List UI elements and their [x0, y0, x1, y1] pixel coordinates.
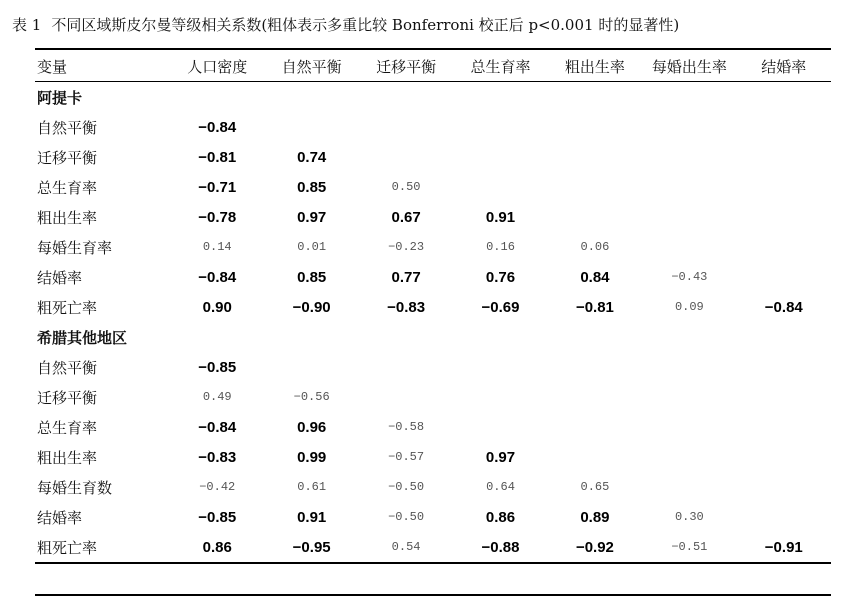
- correlation-cell: 0.65: [580, 480, 610, 494]
- column-header: 人口密度: [187, 57, 248, 76]
- correlation-cell: 0.30: [674, 510, 704, 524]
- row-label: 结婚率: [37, 268, 83, 287]
- table-body: [35, 82, 831, 562]
- significant-correlation-cell: −0.81: [575, 298, 614, 316]
- empty-cell: [737, 472, 831, 502]
- empty-cell: [642, 352, 736, 382]
- significant-correlation-cell: 0.85: [297, 268, 327, 286]
- correlation-cell: −0.58: [388, 420, 425, 434]
- significant-correlation-cell: 0.86: [202, 538, 232, 556]
- table-row: [35, 172, 831, 202]
- bottom-rule: [35, 562, 831, 564]
- empty-cell: [642, 442, 736, 472]
- empty-cell: [453, 412, 547, 442]
- empty-cell: [548, 142, 642, 172]
- correlation-cell: 0.09: [674, 300, 704, 314]
- empty-cell: [548, 382, 642, 412]
- correlation-cell: −0.50: [388, 510, 425, 524]
- table-row: [35, 202, 831, 232]
- correlation-cell: 0.06: [580, 240, 610, 254]
- empty-cell: [264, 112, 358, 142]
- significant-correlation-cell: 0.86: [485, 508, 516, 526]
- empty-cell: [453, 112, 547, 142]
- significant-correlation-cell: 0.76: [485, 268, 516, 286]
- empty-cell: [359, 112, 453, 142]
- empty-cell: [737, 142, 831, 172]
- significant-correlation-cell: −0.78: [198, 208, 237, 226]
- significant-correlation-cell: 0.99: [297, 448, 327, 466]
- significant-correlation-cell: −0.90: [292, 298, 331, 316]
- row-label: 结婚率: [37, 508, 83, 527]
- group-row: [35, 322, 831, 352]
- column-header: 自然平衡: [281, 57, 342, 76]
- table-row: [35, 382, 831, 412]
- empty-cell: [737, 382, 831, 412]
- table-number: 表 1: [12, 16, 42, 34]
- footer-rule: [35, 594, 831, 596]
- empty-cell: [737, 442, 831, 472]
- column-header: 总生育率: [470, 57, 531, 76]
- correlation-cell: −0.57: [388, 450, 425, 464]
- significant-correlation-cell: −0.71: [198, 178, 237, 196]
- row-label: 每婚生育率: [37, 238, 113, 257]
- row-label: 粗出生率: [37, 208, 98, 227]
- empty-cell: [453, 142, 547, 172]
- column-header: 粗出生率: [564, 57, 625, 76]
- table-row: [35, 142, 831, 172]
- empty-cell: [642, 382, 736, 412]
- significant-correlation-cell: 0.96: [297, 418, 327, 436]
- empty-cell: [737, 262, 831, 292]
- correlation-cell: −0.23: [388, 240, 425, 254]
- correlation-cell: −0.42: [199, 480, 236, 494]
- correlation-table: [35, 50, 831, 562]
- empty-cell: [548, 202, 642, 232]
- significant-correlation-cell: −0.81: [198, 148, 237, 166]
- correlation-cell: 0.16: [486, 240, 515, 254]
- significant-correlation-cell: 0.91: [297, 508, 327, 526]
- empty-cell: [453, 382, 547, 412]
- significant-correlation-cell: −0.84: [764, 298, 803, 316]
- significant-correlation-cell: 0.67: [391, 208, 421, 226]
- column-header: 变量: [37, 57, 68, 76]
- empty-cell: [548, 412, 642, 442]
- row-label: 自然平衡: [37, 358, 98, 377]
- row-label: 粗出生率: [37, 448, 98, 467]
- empty-cell: [737, 202, 831, 232]
- correlation-cell: 0.61: [297, 480, 327, 494]
- table-row: [35, 112, 831, 142]
- empty-cell: [359, 382, 453, 412]
- column-header: 每婚出生率: [651, 57, 727, 76]
- empty-cell: [359, 142, 453, 172]
- empty-cell: [548, 352, 642, 382]
- empty-cell: [642, 142, 736, 172]
- significant-correlation-cell: −0.83: [198, 448, 237, 466]
- empty-cell: [548, 112, 642, 142]
- row-label: 迁移平衡: [37, 388, 98, 407]
- correlation-cell: 0.14: [202, 240, 232, 254]
- empty-cell: [548, 442, 642, 472]
- table-row: [35, 232, 831, 262]
- empty-cell: [642, 112, 736, 142]
- correlation-cell: 0.50: [391, 180, 421, 194]
- significant-correlation-cell: 0.74: [297, 148, 327, 166]
- significant-correlation-cell: 0.84: [580, 268, 610, 286]
- empty-cell: [264, 352, 358, 382]
- significant-correlation-cell: 0.77: [391, 268, 421, 286]
- row-label: 粗死亡率: [37, 298, 98, 317]
- significant-correlation-cell: −0.84: [198, 418, 237, 436]
- empty-cell: [453, 172, 547, 202]
- significant-correlation-cell: −0.83: [387, 298, 426, 316]
- significant-correlation-cell: 0.97: [297, 208, 327, 226]
- group-label: 希腊其他地区: [37, 328, 128, 347]
- table-row: [35, 502, 831, 532]
- empty-cell: [642, 172, 736, 202]
- empty-cell: [737, 412, 831, 442]
- empty-cell: [453, 352, 547, 382]
- table-row: [35, 292, 831, 322]
- empty-cell: [737, 172, 831, 202]
- significant-correlation-cell: 0.90: [202, 298, 232, 316]
- correlation-cell: −0.43: [671, 270, 708, 284]
- correlation-cell: −0.50: [388, 480, 425, 494]
- row-label: 粗死亡率: [37, 538, 98, 557]
- header-row: [35, 50, 831, 82]
- empty-cell: [642, 472, 736, 502]
- table-row: [35, 262, 831, 292]
- correlation-cell: 0.01: [297, 240, 327, 254]
- correlation-cell: −0.51: [671, 540, 708, 554]
- significant-correlation-cell: 0.91: [485, 208, 516, 226]
- empty-cell: [642, 412, 736, 442]
- correlation-cell: −0.56: [293, 390, 330, 404]
- table-caption: [12, 14, 862, 35]
- significant-correlation-cell: −0.88: [481, 538, 520, 556]
- significant-correlation-cell: −0.84: [198, 268, 237, 286]
- significant-correlation-cell: 0.89: [580, 508, 610, 526]
- significant-correlation-cell: 0.85: [297, 178, 327, 196]
- significant-correlation-cell: −0.84: [198, 118, 237, 136]
- significant-correlation-cell: 0.97: [485, 448, 516, 466]
- correlation-cell: 0.54: [391, 540, 421, 554]
- empty-cell: [737, 232, 831, 262]
- column-header: 结婚率: [761, 57, 807, 76]
- significant-correlation-cell: −0.95: [292, 538, 331, 556]
- group-label: 阿提卡: [37, 88, 83, 107]
- significant-correlation-cell: −0.91: [764, 538, 803, 556]
- table-row: [35, 532, 831, 562]
- row-label: 总生育率: [37, 178, 98, 197]
- empty-cell: [737, 352, 831, 382]
- table-caption-text: 不同区域斯皮尔曼等级相关系数(粗体表示多重比较 Bonferroni 校正后 p<0.001 时的显著性): [51, 16, 680, 34]
- correlation-cell: 0.64: [486, 480, 515, 494]
- row-label: 自然平衡: [37, 118, 98, 137]
- significant-correlation-cell: −0.92: [575, 538, 614, 556]
- correlation-cell: 0.49: [202, 390, 232, 404]
- empty-cell: [359, 352, 453, 382]
- empty-cell: [642, 232, 736, 262]
- empty-cell: [737, 112, 831, 142]
- empty-cell: [737, 502, 831, 532]
- empty-cell: [548, 172, 642, 202]
- group-row: [35, 82, 831, 112]
- significant-correlation-cell: −0.85: [198, 358, 237, 376]
- empty-cell: [642, 202, 736, 232]
- significant-correlation-cell: −0.69: [481, 298, 520, 316]
- table-row: [35, 472, 831, 502]
- row-label: 迁移平衡: [37, 148, 98, 167]
- row-label: 总生育率: [37, 418, 98, 437]
- table-row: [35, 412, 831, 442]
- significant-correlation-cell: −0.85: [198, 508, 237, 526]
- table-row: [35, 352, 831, 382]
- column-header: 迁移平衡: [376, 57, 437, 76]
- table-row: [35, 442, 831, 472]
- header-rule: [35, 81, 831, 82]
- row-label: 每婚生育数: [37, 478, 113, 497]
